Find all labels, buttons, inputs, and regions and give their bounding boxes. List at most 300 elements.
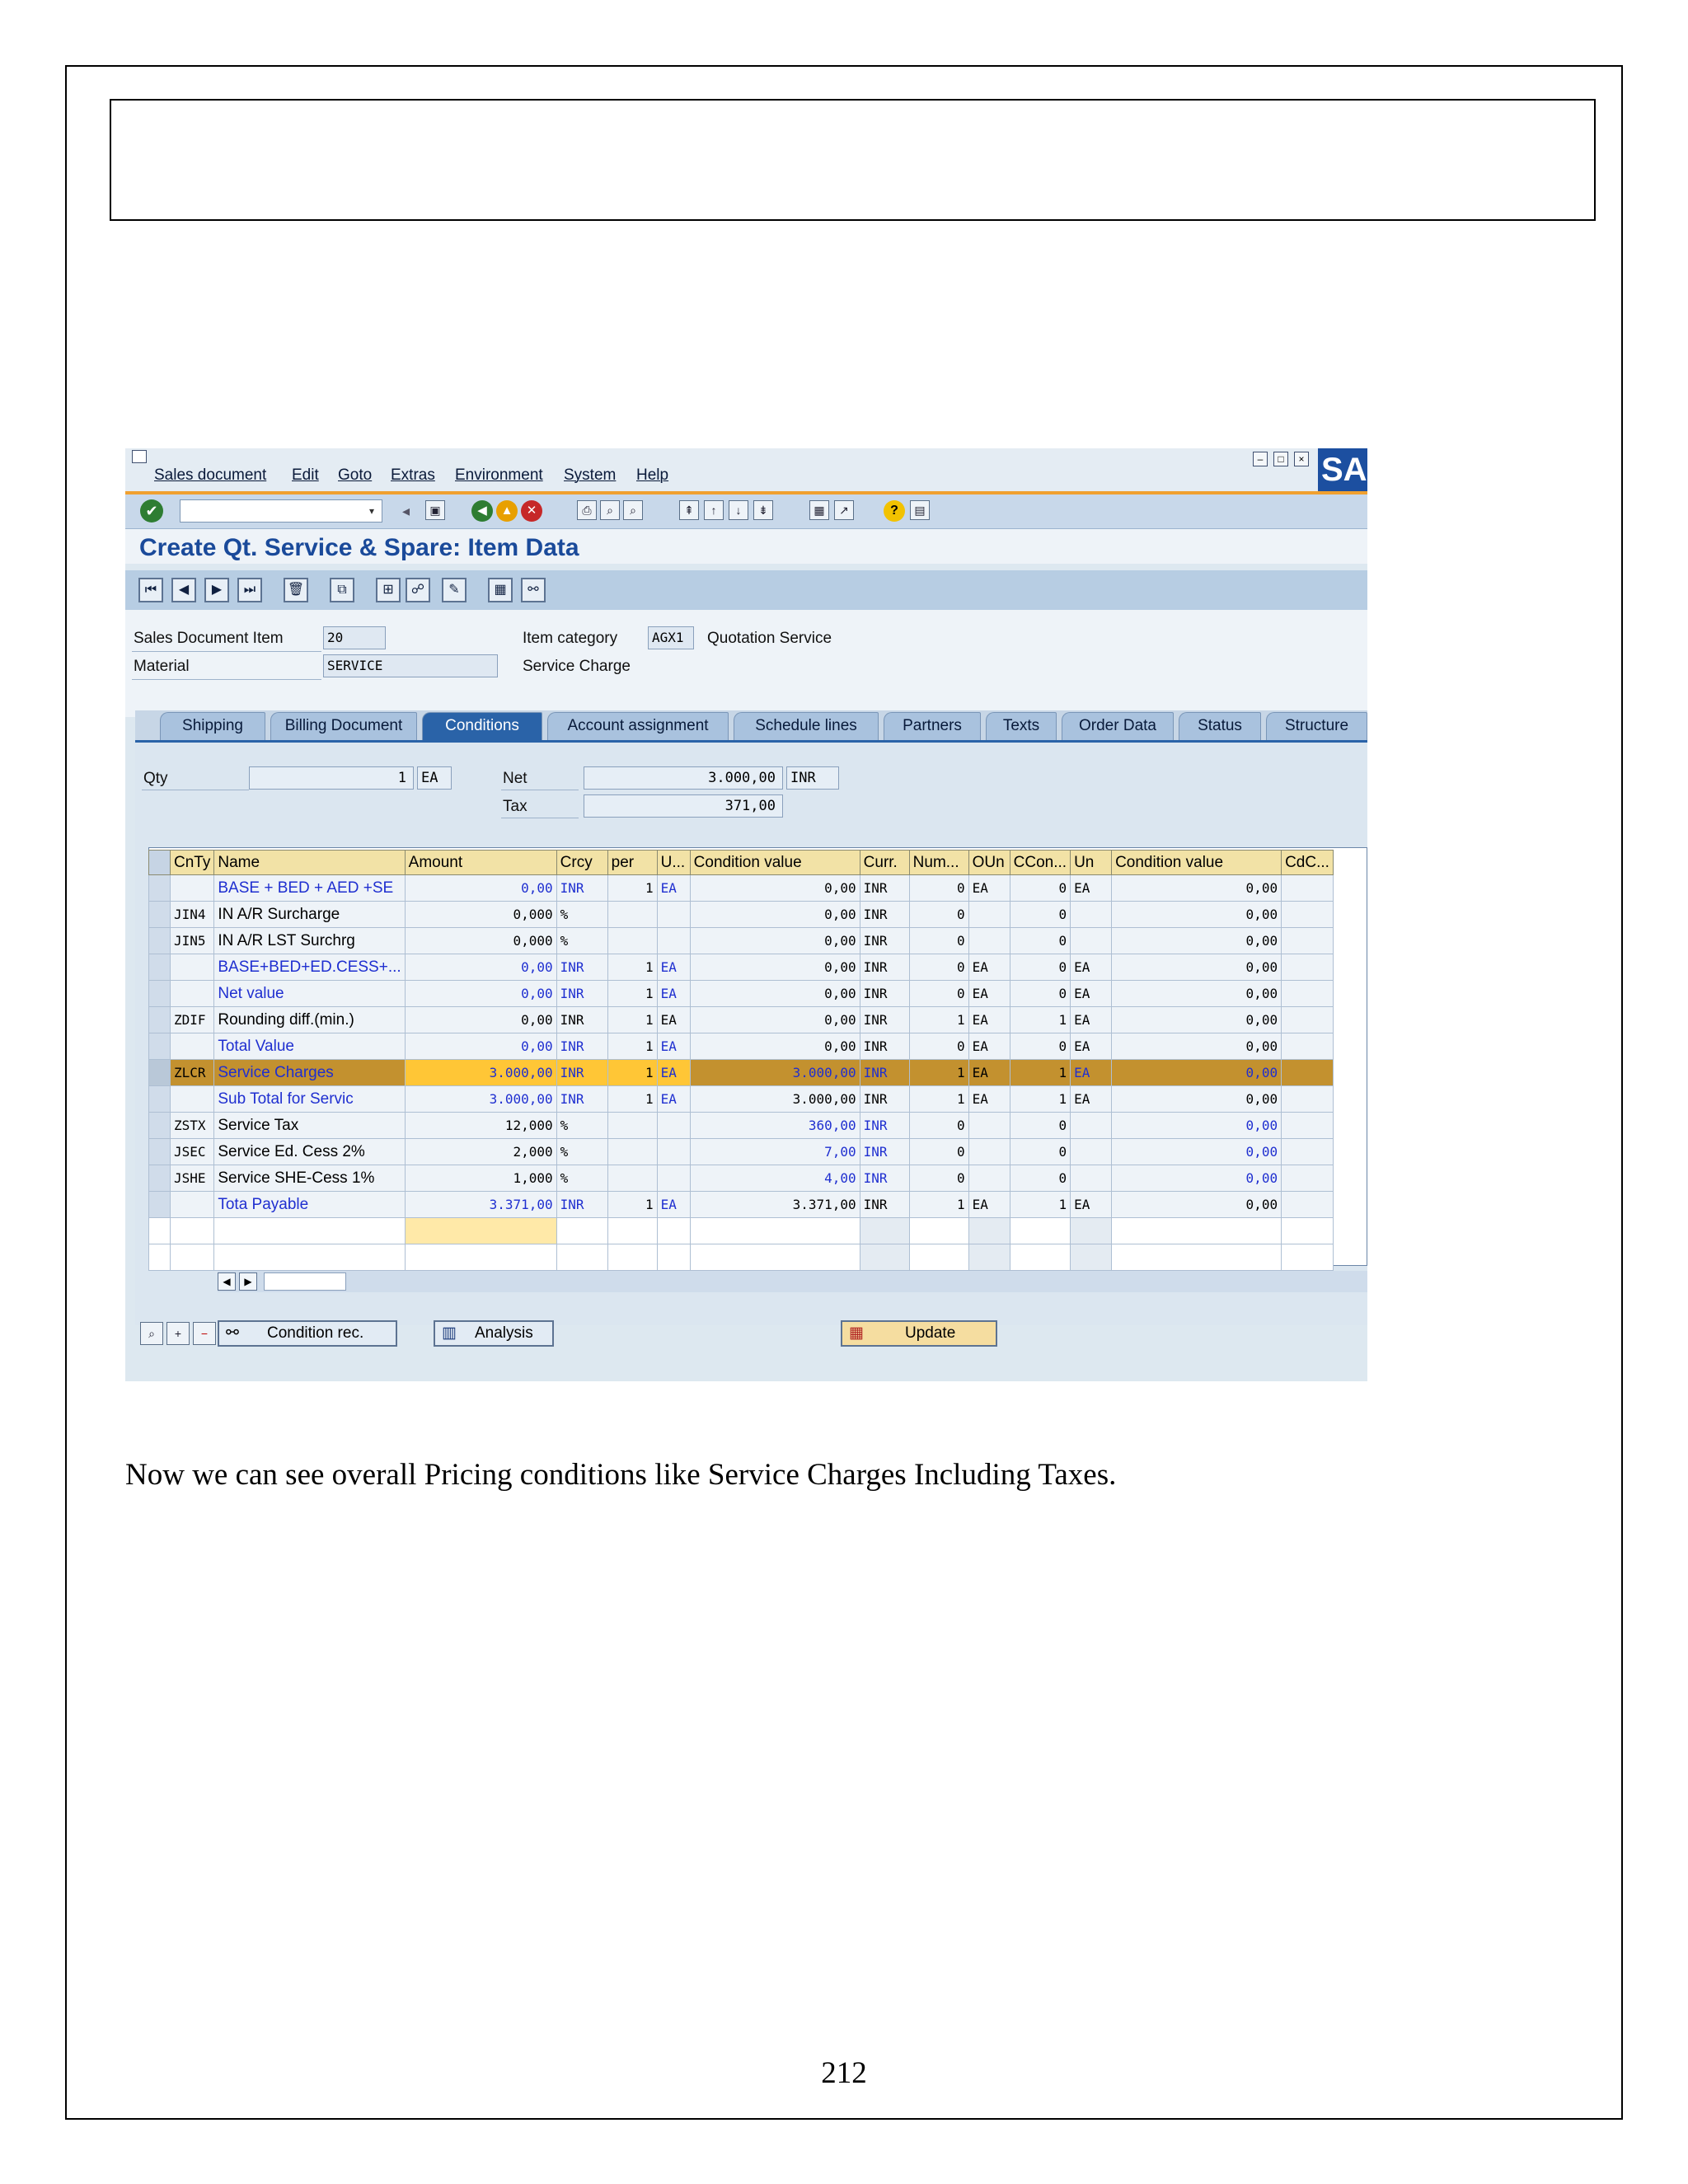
- condition-type-cell[interactable]: JIN4: [171, 902, 214, 928]
- currency-cell[interactable]: INR: [556, 954, 607, 981]
- order-unit-cell[interactable]: [968, 1165, 1010, 1192]
- per-cell[interactable]: 1: [607, 1060, 657, 1086]
- save-icon[interactable]: ▣: [425, 500, 445, 520]
- condition-value-cell[interactable]: 0,00: [1112, 1139, 1282, 1165]
- row-selector[interactable]: [149, 902, 171, 928]
- condition-value-cell[interactable]: 0,00: [1112, 1060, 1282, 1086]
- minimize-icon[interactable]: –: [1253, 452, 1268, 466]
- numerator-cell[interactable]: 1: [909, 1060, 968, 1086]
- column-header[interactable]: CdC...: [1282, 851, 1334, 875]
- numerator-cell[interactable]: 0: [909, 954, 968, 981]
- currency-cell[interactable]: INR: [860, 928, 909, 954]
- table-row[interactable]: [149, 1113, 1334, 1139]
- condition-type-cell[interactable]: ZLCR: [171, 1060, 214, 1086]
- entry-cell[interactable]: [1282, 1218, 1334, 1244]
- entry-cell[interactable]: [1282, 1244, 1334, 1271]
- condition-name-cell[interactable]: IN A/R Surcharge: [214, 902, 405, 928]
- currency-cell[interactable]: INR: [556, 1086, 607, 1113]
- amount-cell[interactable]: 0,000: [405, 928, 556, 954]
- unit-cell[interactable]: [1071, 902, 1112, 928]
- currency-cell[interactable]: INR: [860, 1165, 909, 1192]
- unit-cell[interactable]: EA: [1071, 1192, 1112, 1218]
- previous-page-icon[interactable]: ↑: [704, 500, 724, 520]
- edit-item-icon[interactable]: ✎: [442, 578, 467, 602]
- unit-cell[interactable]: EA: [657, 1192, 690, 1218]
- menu-system[interactable]: System: [564, 466, 617, 484]
- amount-cell[interactable]: 0,00: [405, 1033, 556, 1060]
- net-value-field[interactable]: 3.000,00: [584, 766, 783, 790]
- tab-status[interactable]: Status: [1179, 712, 1261, 740]
- condition-name-cell[interactable]: Rounding diff.(min.): [214, 1007, 405, 1033]
- analysis-button[interactable]: [434, 1320, 554, 1347]
- condition-name-cell[interactable]: Service Ed. Cess 2%: [214, 1139, 405, 1165]
- per-cell[interactable]: 1: [607, 1192, 657, 1218]
- per-cell[interactable]: 1: [607, 981, 657, 1007]
- entry-cell[interactable]: [657, 1244, 690, 1271]
- unit-cell[interactable]: [657, 1113, 690, 1139]
- cdc-cell[interactable]: [1282, 981, 1334, 1007]
- menu-sales-document[interactable]: Sales document: [154, 466, 267, 484]
- condition-value-cell[interactable]: 0,00: [1112, 1086, 1282, 1113]
- unit-cell[interactable]: EA: [657, 954, 690, 981]
- qty-unit-field[interactable]: EA: [417, 766, 452, 790]
- column-header[interactable]: Un: [1071, 851, 1112, 875]
- condition-name-cell[interactable]: BASE + BED + AED +SE: [214, 875, 405, 902]
- ccon-cell[interactable]: 0: [1010, 1165, 1070, 1192]
- entry-cell[interactable]: [968, 1218, 1010, 1244]
- ccon-cell[interactable]: 0: [1010, 928, 1070, 954]
- shortcut-icon[interactable]: ↗: [834, 500, 854, 520]
- entry-cell[interactable]: [214, 1218, 405, 1244]
- condition-value-cell[interactable]: 0,00: [1112, 1033, 1282, 1060]
- row-selector[interactable]: [149, 928, 171, 954]
- per-cell[interactable]: [607, 928, 657, 954]
- column-header[interactable]: U...: [657, 851, 690, 875]
- header-data-icon[interactable]: ⊞: [376, 578, 401, 602]
- first-page-icon[interactable]: ⇞: [679, 500, 699, 520]
- condition-name-cell[interactable]: Sub Total for Servic: [214, 1086, 405, 1113]
- table-row[interactable]: [149, 928, 1334, 954]
- unit-cell[interactable]: EA: [657, 875, 690, 902]
- currency-cell[interactable]: %: [556, 902, 607, 928]
- table-row[interactable]: [149, 1165, 1334, 1192]
- currency-cell[interactable]: INR: [556, 1033, 607, 1060]
- scroll-left-icon[interactable]: ◀: [218, 1272, 236, 1291]
- condition-value-cell[interactable]: 0,00: [690, 875, 860, 902]
- cdc-cell[interactable]: [1282, 1086, 1334, 1113]
- numerator-cell[interactable]: 0: [909, 1165, 968, 1192]
- entry-cell[interactable]: [1071, 1218, 1112, 1244]
- amount-cell[interactable]: 0,00: [405, 1007, 556, 1033]
- condition-type-cell[interactable]: [171, 954, 214, 981]
- cdc-cell[interactable]: [1282, 1033, 1334, 1060]
- entry-cell[interactable]: [556, 1218, 607, 1244]
- currency-cell[interactable]: INR: [860, 875, 909, 902]
- amount-cell[interactable]: 2,000: [405, 1139, 556, 1165]
- ccon-cell[interactable]: 1: [1010, 1060, 1070, 1086]
- condition-value-cell[interactable]: 0,00: [1112, 981, 1282, 1007]
- per-cell[interactable]: 1: [607, 954, 657, 981]
- find-icon[interactable]: ⌕: [600, 500, 620, 520]
- currency-cell[interactable]: INR: [860, 954, 909, 981]
- numerator-cell[interactable]: 0: [909, 981, 968, 1007]
- condition-value-cell[interactable]: 7,00: [690, 1139, 860, 1165]
- tab-structure[interactable]: Structure: [1266, 712, 1367, 740]
- unit-cell[interactable]: EA: [657, 1060, 690, 1086]
- order-unit-cell[interactable]: [968, 928, 1010, 954]
- system-menu-icon[interactable]: [132, 450, 147, 463]
- ccon-cell[interactable]: 1: [1010, 1007, 1070, 1033]
- table-row[interactable]: [149, 981, 1334, 1007]
- unit-cell[interactable]: EA: [1071, 875, 1112, 902]
- order-unit-cell[interactable]: [968, 1113, 1010, 1139]
- last-item-icon[interactable]: ⏭: [237, 578, 262, 602]
- table-row[interactable]: [149, 1086, 1334, 1113]
- sales-document-item-field[interactable]: 20: [323, 626, 386, 649]
- condition-rec-button[interactable]: [218, 1320, 397, 1347]
- cdc-cell[interactable]: [1282, 928, 1334, 954]
- condition-value-cell[interactable]: 0,00: [690, 1033, 860, 1060]
- unit-cell[interactable]: EA: [1071, 1086, 1112, 1113]
- condition-value-cell[interactable]: 0,00: [690, 954, 860, 981]
- column-header[interactable]: CnTy: [171, 851, 214, 875]
- condition-value-cell[interactable]: 0,00: [1112, 1007, 1282, 1033]
- numerator-cell[interactable]: 0: [909, 875, 968, 902]
- table-row[interactable]: [149, 1060, 1334, 1086]
- empty-entry-row[interactable]: [149, 1244, 1334, 1271]
- table-row[interactable]: [149, 1139, 1334, 1165]
- currency-cell[interactable]: INR: [860, 1086, 909, 1113]
- entry-cell[interactable]: [1071, 1244, 1112, 1271]
- currency-cell[interactable]: INR: [860, 1139, 909, 1165]
- per-cell[interactable]: 1: [607, 875, 657, 902]
- ccon-cell[interactable]: 0: [1010, 1033, 1070, 1060]
- currency-cell[interactable]: INR: [860, 902, 909, 928]
- condition-detail-icon[interactable]: ⌕: [140, 1322, 163, 1345]
- ccon-cell[interactable]: 0: [1010, 981, 1070, 1007]
- condition-value-cell[interactable]: 0,00: [1112, 1192, 1282, 1218]
- condition-name-cell[interactable]: IN A/R LST Surchrg: [214, 928, 405, 954]
- help-icon[interactable]: ?: [884, 500, 905, 522]
- entry-cell[interactable]: [405, 1244, 556, 1271]
- unit-cell[interactable]: EA: [1071, 1033, 1112, 1060]
- row-selector[interactable]: [149, 1060, 171, 1086]
- new-session-icon[interactable]: ▦: [809, 500, 829, 520]
- column-header[interactable]: Num...: [909, 851, 968, 875]
- tab-shipping[interactable]: Shipping: [160, 712, 265, 740]
- entry-cell[interactable]: [171, 1244, 214, 1271]
- column-header[interactable]: Name: [214, 851, 405, 875]
- numerator-cell[interactable]: 1: [909, 1086, 968, 1113]
- entry-cell[interactable]: [860, 1244, 909, 1271]
- last-page-icon[interactable]: ⇟: [753, 500, 773, 520]
- unit-cell[interactable]: [657, 1165, 690, 1192]
- condition-value-cell[interactable]: 0,00: [1112, 902, 1282, 928]
- empty-entry-row[interactable]: [149, 1218, 1334, 1244]
- condition-value-cell[interactable]: 3.000,00: [690, 1060, 860, 1086]
- numerator-cell[interactable]: 0: [909, 928, 968, 954]
- currency-cell[interactable]: %: [556, 1165, 607, 1192]
- tab-partners[interactable]: Partners: [884, 712, 981, 740]
- entry-cell[interactable]: [968, 1244, 1010, 1271]
- condition-type-cell[interactable]: [171, 1033, 214, 1060]
- unit-cell[interactable]: [1071, 1165, 1112, 1192]
- per-cell[interactable]: 1: [607, 1086, 657, 1113]
- unit-cell[interactable]: [1071, 928, 1112, 954]
- amount-cell[interactable]: 3.000,00: [405, 1086, 556, 1113]
- entry-cell[interactable]: [607, 1244, 657, 1271]
- menu-goto[interactable]: Goto: [338, 466, 373, 484]
- entry-cell[interactable]: [860, 1218, 909, 1244]
- table-row[interactable]: [149, 954, 1334, 981]
- row-selector[interactable]: [149, 1192, 171, 1218]
- condition-value-cell[interactable]: 0,00: [1112, 875, 1282, 902]
- ccon-cell[interactable]: 1: [1010, 1086, 1070, 1113]
- partner-icon[interactable]: ☍: [406, 578, 430, 602]
- entry-cell[interactable]: [556, 1244, 607, 1271]
- unit-cell[interactable]: [657, 928, 690, 954]
- per-cell[interactable]: 1: [607, 1033, 657, 1060]
- entry-cell[interactable]: [909, 1218, 968, 1244]
- command-history-icon[interactable]: ▾: [368, 505, 375, 517]
- numerator-cell[interactable]: 0: [909, 902, 968, 928]
- condition-value-cell[interactable]: 0,00: [1112, 1113, 1282, 1139]
- condition-name-cell[interactable]: Total Value: [214, 1033, 405, 1060]
- next-page-icon[interactable]: ↓: [729, 500, 748, 520]
- row-selector[interactable]: [149, 875, 171, 902]
- unit-cell[interactable]: [1071, 1113, 1112, 1139]
- select-all-cell[interactable]: [149, 851, 171, 875]
- condition-value-cell[interactable]: 4,00: [690, 1165, 860, 1192]
- scroll-right-icon[interactable]: ▶: [239, 1272, 257, 1291]
- entry-cell[interactable]: [690, 1244, 860, 1271]
- condition-type-cell[interactable]: [171, 1086, 214, 1113]
- amount-cell[interactable]: 0,00: [405, 981, 556, 1007]
- unit-cell[interactable]: EA: [657, 1033, 690, 1060]
- numerator-cell[interactable]: 0: [909, 1113, 968, 1139]
- horizontal-scrollbar[interactable]: [218, 1271, 1367, 1292]
- per-cell[interactable]: [607, 1113, 657, 1139]
- tax-value-field[interactable]: 371,00: [584, 794, 783, 818]
- print-icon[interactable]: ⎙: [577, 500, 597, 520]
- numerator-cell[interactable]: 1: [909, 1192, 968, 1218]
- condition-value-cell[interactable]: 0,00: [1112, 1165, 1282, 1192]
- order-unit-cell[interactable]: EA: [968, 1086, 1010, 1113]
- scrollbar-thumb[interactable]: [264, 1272, 346, 1291]
- amount-cell[interactable]: 0,000: [405, 902, 556, 928]
- row-selector[interactable]: [149, 1113, 171, 1139]
- tab-conditions[interactable]: Conditions: [422, 712, 542, 740]
- enter-icon[interactable]: ✔: [140, 499, 163, 523]
- condition-name-cell[interactable]: Service SHE-Cess 1%: [214, 1165, 405, 1192]
- order-unit-cell[interactable]: EA: [968, 1007, 1010, 1033]
- amount-cell[interactable]: 1,000: [405, 1165, 556, 1192]
- condition-value-cell[interactable]: 0,00: [1112, 928, 1282, 954]
- unit-cell[interactable]: EA: [1071, 1060, 1112, 1086]
- ccon-cell[interactable]: 0: [1010, 1113, 1070, 1139]
- item-category-field[interactable]: AGX1: [648, 626, 694, 649]
- cdc-cell[interactable]: [1282, 954, 1334, 981]
- condition-type-cell[interactable]: ZSTX: [171, 1113, 214, 1139]
- unit-cell[interactable]: [1071, 1139, 1112, 1165]
- row-selector[interactable]: [149, 1244, 171, 1271]
- previous-item-icon[interactable]: ◀: [171, 578, 196, 602]
- currency-cell[interactable]: INR: [860, 1007, 909, 1033]
- numerator-cell[interactable]: 1: [909, 1007, 968, 1033]
- row-selector[interactable]: [149, 981, 171, 1007]
- command-field[interactable]: [180, 499, 382, 523]
- per-cell[interactable]: 1: [607, 1007, 657, 1033]
- condition-name-cell[interactable]: Service Tax: [214, 1113, 405, 1139]
- find-next-icon[interactable]: ⌕: [623, 500, 643, 520]
- condition-value-cell[interactable]: 0,00: [690, 928, 860, 954]
- table-row[interactable]: [149, 1192, 1334, 1218]
- cdc-cell[interactable]: [1282, 1060, 1334, 1086]
- order-unit-cell[interactable]: EA: [968, 981, 1010, 1007]
- unit-cell[interactable]: EA: [657, 1086, 690, 1113]
- cancel-icon[interactable]: ✕: [521, 500, 542, 522]
- tab-billing-document[interactable]: Billing Document: [270, 712, 417, 740]
- column-header[interactable]: Amount: [405, 851, 556, 875]
- unit-cell[interactable]: [657, 902, 690, 928]
- entry-cell[interactable]: [171, 1218, 214, 1244]
- condition-type-cell[interactable]: [171, 1192, 214, 1218]
- cdc-cell[interactable]: [1282, 1192, 1334, 1218]
- tab-schedule-lines[interactable]: Schedule lines: [734, 712, 879, 740]
- currency-cell[interactable]: INR: [860, 1060, 909, 1086]
- menu-extras[interactable]: Extras: [391, 466, 435, 484]
- numerator-cell[interactable]: 0: [909, 1033, 968, 1060]
- cdc-cell[interactable]: [1282, 1165, 1334, 1192]
- back-icon[interactable]: ◀: [471, 500, 493, 522]
- currency-cell[interactable]: INR: [556, 1007, 607, 1033]
- row-selector[interactable]: [149, 1165, 171, 1192]
- entry-cell[interactable]: [607, 1218, 657, 1244]
- ccon-cell[interactable]: 0: [1010, 875, 1070, 902]
- cdc-cell[interactable]: [1282, 1139, 1334, 1165]
- condition-type-cell[interactable]: [171, 875, 214, 902]
- unit-cell[interactable]: EA: [1071, 981, 1112, 1007]
- order-unit-cell[interactable]: EA: [968, 954, 1010, 981]
- table-row[interactable]: [149, 875, 1334, 902]
- currency-cell[interactable]: %: [556, 1113, 607, 1139]
- entry-cell[interactable]: [1112, 1218, 1282, 1244]
- amount-cell[interactable]: 3.371,00: [405, 1192, 556, 1218]
- collapse-icon[interactable]: ◂: [402, 503, 410, 519]
- tab-texts[interactable]: Texts: [986, 712, 1057, 740]
- row-selector[interactable]: [149, 1139, 171, 1165]
- column-header[interactable]: OUn: [968, 851, 1010, 875]
- row-selector[interactable]: [149, 1007, 171, 1033]
- amount-cell[interactable]: 0,00: [405, 875, 556, 902]
- currency-cell[interactable]: INR: [860, 1113, 909, 1139]
- column-header[interactable]: Crcy: [556, 851, 607, 875]
- display-document-flow-icon[interactable]: ⧉: [330, 578, 354, 602]
- cdc-cell[interactable]: [1282, 875, 1334, 902]
- currency-cell[interactable]: INR: [860, 981, 909, 1007]
- ccon-cell[interactable]: 0: [1010, 902, 1070, 928]
- table-row[interactable]: [149, 902, 1334, 928]
- condition-value-cell[interactable]: 0,00: [690, 981, 860, 1007]
- condition-type-cell[interactable]: [171, 981, 214, 1007]
- condition-type-cell[interactable]: ZDIF: [171, 1007, 214, 1033]
- entry-cell[interactable]: [657, 1218, 690, 1244]
- insert-row-icon[interactable]: +: [166, 1322, 190, 1345]
- unit-cell[interactable]: EA: [657, 981, 690, 1007]
- entry-cell[interactable]: [405, 1218, 556, 1244]
- ccon-cell[interactable]: 1: [1010, 1192, 1070, 1218]
- conditions-icon[interactable]: ⚯: [521, 578, 546, 602]
- currency-cell[interactable]: INR: [860, 1192, 909, 1218]
- amount-cell[interactable]: 12,000: [405, 1113, 556, 1139]
- overview-icon[interactable]: ▦: [488, 578, 513, 602]
- entry-cell[interactable]: [690, 1218, 860, 1244]
- row-selector[interactable]: [149, 1218, 171, 1244]
- per-cell[interactable]: [607, 1165, 657, 1192]
- condition-value-cell[interactable]: 0,00: [1112, 954, 1282, 981]
- unit-cell[interactable]: [657, 1139, 690, 1165]
- column-header[interactable]: Condition value: [690, 851, 860, 875]
- exit-icon[interactable]: ▲: [496, 500, 518, 522]
- condition-name-cell[interactable]: BASE+BED+ED.CESS+...: [214, 954, 405, 981]
- menu-edit[interactable]: Edit: [292, 466, 319, 484]
- amount-cell[interactable]: 0,00: [405, 954, 556, 981]
- ccon-cell[interactable]: 0: [1010, 1139, 1070, 1165]
- entry-cell[interactable]: [214, 1244, 405, 1271]
- condition-value-cell[interactable]: 3.371,00: [690, 1192, 860, 1218]
- condition-value-cell[interactable]: 360,00: [690, 1113, 860, 1139]
- delete-row-icon[interactable]: −: [193, 1322, 216, 1345]
- column-header[interactable]: Condition value: [1112, 851, 1282, 875]
- condition-type-cell[interactable]: JIN5: [171, 928, 214, 954]
- column-header[interactable]: per: [607, 851, 657, 875]
- menu-help[interactable]: Help: [636, 466, 669, 484]
- currency-cell[interactable]: %: [556, 928, 607, 954]
- order-unit-cell[interactable]: EA: [968, 875, 1010, 902]
- cdc-cell[interactable]: [1282, 1007, 1334, 1033]
- currency-cell[interactable]: %: [556, 1139, 607, 1165]
- unit-cell[interactable]: EA: [1071, 1007, 1112, 1033]
- qty-field[interactable]: 1: [249, 766, 414, 790]
- unit-cell[interactable]: EA: [1071, 954, 1112, 981]
- update-button[interactable]: [841, 1320, 997, 1347]
- column-header[interactable]: Curr.: [860, 851, 909, 875]
- cdc-cell[interactable]: [1282, 902, 1334, 928]
- column-header[interactable]: CCon...: [1010, 851, 1070, 875]
- row-selector[interactable]: [149, 1033, 171, 1060]
- row-selector[interactable]: [149, 954, 171, 981]
- next-item-icon[interactable]: ▶: [204, 578, 229, 602]
- currency-cell[interactable]: INR: [556, 1192, 607, 1218]
- per-cell[interactable]: [607, 1139, 657, 1165]
- maximize-icon[interactable]: □: [1273, 452, 1288, 466]
- layout-menu-icon[interactable]: ▤: [910, 500, 930, 520]
- currency-cell[interactable]: INR: [556, 1060, 607, 1086]
- condition-value-cell[interactable]: 3.000,00: [690, 1086, 860, 1113]
- entry-cell[interactable]: [1010, 1244, 1070, 1271]
- first-item-icon[interactable]: ⏮: [138, 578, 163, 602]
- currency-cell[interactable]: INR: [556, 875, 607, 902]
- condition-name-cell[interactable]: Service Charges: [214, 1060, 405, 1086]
- entry-cell[interactable]: [909, 1244, 968, 1271]
- condition-type-cell[interactable]: JSHE: [171, 1165, 214, 1192]
- per-cell[interactable]: [607, 902, 657, 928]
- amount-cell[interactable]: 3.000,00: [405, 1060, 556, 1086]
- delete-icon[interactable]: 🗑: [284, 578, 308, 602]
- material-field[interactable]: SERVICE: [323, 654, 498, 677]
- condition-type-cell[interactable]: JSEC: [171, 1139, 214, 1165]
- close-window-icon[interactable]: ×: [1294, 452, 1309, 466]
